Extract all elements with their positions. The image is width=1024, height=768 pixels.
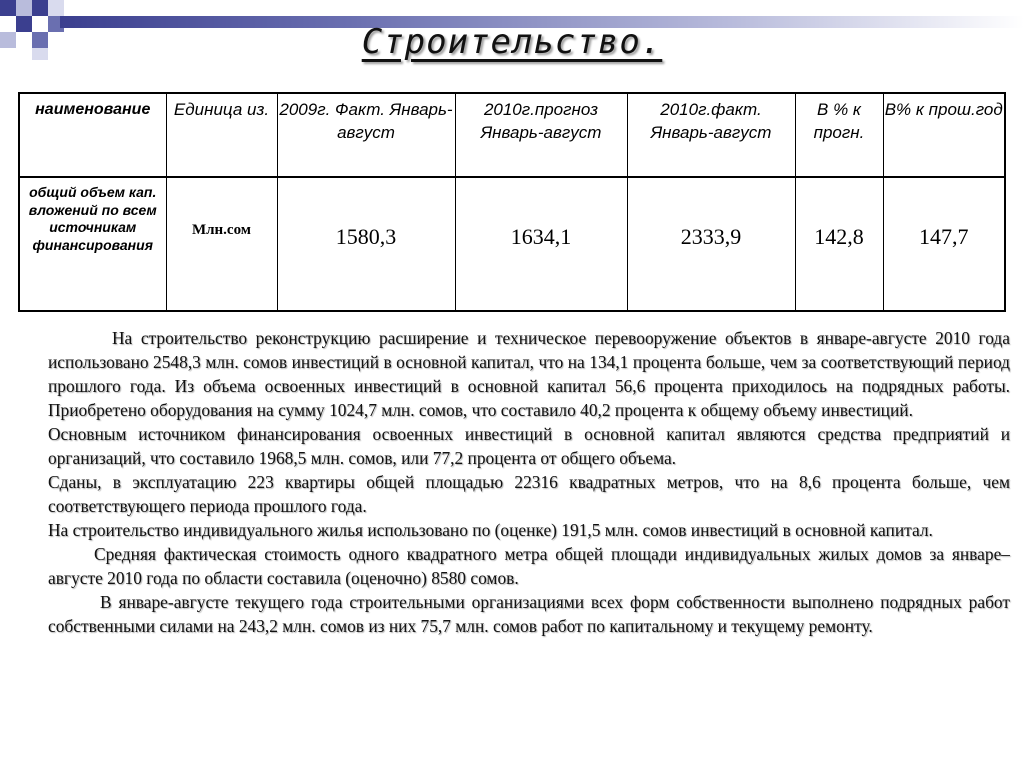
table-header-row [19, 93, 1005, 177]
col-header-name: наименование [19, 93, 166, 177]
deco-square [0, 0, 16, 16]
fact-2010-cell: 2333,9 [627, 177, 795, 311]
forecast-2010-cell: 1634,1 [455, 177, 627, 311]
row-name-cell: общий объем кап. вложений по всем источникам финансирования [19, 177, 166, 311]
col-header-fact-2009: 2009г. Факт. Январь-август [277, 93, 455, 177]
col-header-pct-prev-year: В% к прош.год [883, 93, 1005, 177]
deco-square [16, 0, 32, 16]
paragraph-investments: На строительство реконструкцию расширение и техническое перевооружение объектов в январе-августе 2010 года использовано 2548,3 млн. сомов инвестиций в основной капитал, что на 134,1 процента больше, чем за соответствующий период прошлого года. Из объема освоенных инвестиций в основной капитал 56,6 процента приходилось на подрядных работы. Приобретено оборудования на сумму 1024,7 млн. сомов, что составило 40,2 процента к общему объему инвестиций. [48, 328, 1010, 420]
col-header-unit: Единица из. [166, 93, 277, 177]
paragraph-housing-commissioned: Сданы, в эксплуатацию 223 квартиры общей площадью 22316 квадратных метров, что на 8,6 процента больше, чем соответствующего периода прошлого года. [48, 472, 1010, 516]
table-row [19, 177, 1005, 311]
paragraph-financing-source: Основным источником финансирования освоенных инвестиций в основной капитал являются средства предприятий и организаций, что составило 1968,5 млн. сомов, или 77,2 процента от общего объема. [48, 424, 1010, 468]
deco-square [48, 0, 64, 16]
col-header-pct-forecast: В % к прогн. [795, 93, 883, 177]
col-header-forecast-2010: 2010г.прогноз Январь-август [455, 93, 627, 177]
stats-table [18, 92, 1006, 312]
col-header-fact-2010: 2010г.факт. Январь-август [627, 93, 795, 177]
body-text [48, 326, 1010, 638]
paragraph-contract-works: В январе-августе текущего года строительными организациями всех форм собственности выполнено подрядных работ собственными силами на 243,2 млн. сомов из них 75,7 млн. сомов работ по капитальному и текущему ремонту. [48, 592, 1010, 636]
paragraph-square-meter-cost: Средняя фактическая стоимость одного квадратного метра общей площади индивидуальных жилых домов за январе–августе 2010 года по области составила (оценочно) 8580 сомов. [48, 544, 1010, 588]
slide-title: Строительство. [361, 22, 663, 62]
deco-square [32, 0, 48, 16]
unit-cell: Млн.сом [166, 177, 277, 311]
fact-2009-cell: 1580,3 [277, 177, 455, 311]
pct-forecast-cell: 142,8 [795, 177, 883, 311]
paragraph-individual-housing: На строительство индивидуального жилья использовано по (оценке) 191,5 млн. сомов инвестиций в основной капитал. [48, 520, 933, 540]
pct-prev-year-cell: 147,7 [883, 177, 1005, 311]
